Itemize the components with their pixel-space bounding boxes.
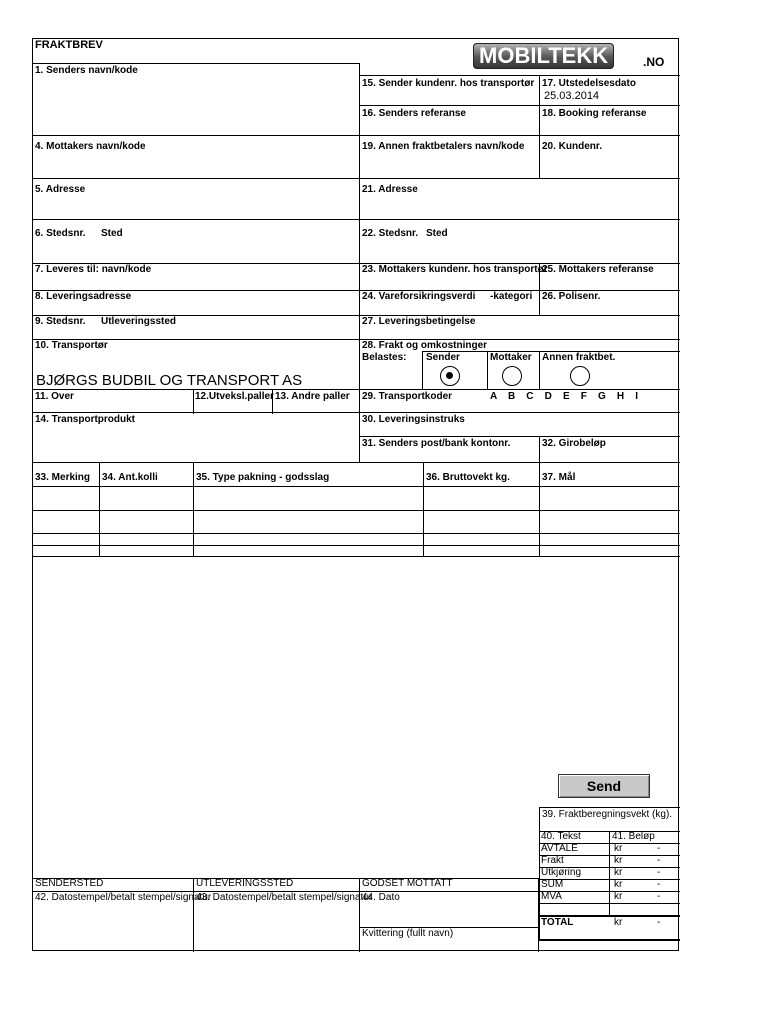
field-5-box[interactable] bbox=[33, 178, 360, 219]
goods-col-divider bbox=[194, 486, 424, 557]
total-label: TOTAL bbox=[541, 917, 574, 928]
mobiltekk-logo: MOBILTEKK bbox=[473, 43, 614, 69]
belop-header bbox=[610, 831, 680, 843]
calc-row-amount[interactable] bbox=[610, 867, 680, 879]
field-21-box[interactable] bbox=[360, 178, 680, 219]
field-27-label: 27. Leveringsbetingelse bbox=[362, 316, 476, 327]
godset-header bbox=[360, 878, 539, 891]
sendersted-header bbox=[33, 878, 194, 891]
field-15-box[interactable] bbox=[360, 75, 540, 105]
maal-label: 37. Mål bbox=[542, 472, 576, 483]
carrier-name-value: BJØRGS BUDBIL OG TRANSPORT AS bbox=[36, 372, 303, 389]
calc-row[interactable] bbox=[539, 879, 610, 891]
field-6-sted-label: Sted bbox=[101, 228, 123, 239]
tekst-header bbox=[539, 831, 610, 843]
utleveringssted-label: UTLEVERINGSSTED bbox=[196, 878, 294, 889]
field-13-box[interactable] bbox=[273, 389, 360, 414]
field-14-label: 14. Transportprodukt bbox=[35, 414, 136, 425]
field-19-box[interactable] bbox=[360, 135, 540, 178]
field-22-label: 22. Stedsnr. bbox=[362, 228, 419, 239]
merking-label: 33. Merking bbox=[35, 472, 91, 483]
field-22-sted-label: Sted bbox=[426, 228, 448, 239]
field-44-box[interactable] bbox=[360, 891, 539, 927]
calc-row-blank-amount[interactable] bbox=[610, 903, 680, 915]
field-16-label: 16. Senders referanse bbox=[362, 108, 466, 119]
field-9-utleveringssted-label: Utleveringssted bbox=[101, 316, 177, 327]
annen-radio[interactable] bbox=[570, 366, 590, 386]
belastes-label: Belastes: bbox=[362, 352, 407, 363]
field-26-box[interactable] bbox=[540, 290, 680, 315]
field-29-label: 29. Transportkoder bbox=[362, 391, 453, 402]
field-7-label: 7. Leveres til: navn/kode bbox=[35, 264, 152, 275]
field-21-label: 21. Adresse bbox=[362, 184, 418, 195]
field-24-box[interactable] bbox=[360, 290, 540, 315]
field-31-box[interactable] bbox=[360, 436, 540, 462]
transport-codes: A B C D E F G H I bbox=[490, 391, 638, 402]
calc-row-cur: kr bbox=[614, 891, 623, 902]
calc-row-cur: kr bbox=[614, 879, 623, 890]
fraktbrev-form bbox=[32, 38, 679, 951]
calc-row-value: - bbox=[657, 891, 661, 902]
goods-col-divider bbox=[424, 486, 540, 557]
field-6-label: 6. Stedsnr. bbox=[35, 228, 86, 239]
field-18-label: 18. Booking referanse bbox=[542, 108, 647, 119]
field-30-label: 30. Leveringsinstruks bbox=[362, 414, 465, 425]
utleveringssted-header bbox=[194, 878, 360, 891]
total-row[interactable] bbox=[539, 915, 680, 941]
field-1-box[interactable] bbox=[33, 63, 360, 137]
calc-row-value: - bbox=[657, 843, 661, 854]
field-11-box[interactable] bbox=[33, 389, 194, 414]
field-10-label: 10. Transportør bbox=[35, 340, 108, 351]
calc-row-text: AVTALE bbox=[541, 843, 578, 854]
pakning-header bbox=[194, 462, 424, 486]
calc-row[interactable] bbox=[539, 891, 610, 903]
field-24-kategori-label: -kategori bbox=[490, 291, 533, 302]
field-11-label: 11. Over bbox=[35, 391, 74, 402]
field-24-label: 24. Vareforsikringsverdi bbox=[362, 291, 476, 302]
field-8-label: 8. Leveringsadresse bbox=[35, 291, 132, 302]
field-5-label: 5. Adresse bbox=[35, 184, 86, 195]
pakning-label: 35. Type pakning - godsslag bbox=[196, 472, 330, 483]
bruttovekt-header bbox=[424, 462, 540, 486]
field-39-label: 39. Fraktberegningsvekt (kg). bbox=[542, 809, 673, 820]
field-23-label: 23. Mottakers kundenr. hos transportør bbox=[362, 264, 548, 275]
calc-row-text: MVA bbox=[541, 891, 562, 902]
sender-radio[interactable] bbox=[440, 366, 460, 386]
calc-row[interactable] bbox=[539, 855, 610, 867]
option-mottaker-box[interactable] bbox=[488, 351, 540, 390]
godset-label: GODSET MOTTATT bbox=[362, 878, 453, 889]
field-4-label: 4. Mottakers navn/kode bbox=[35, 141, 146, 152]
calc-row-amount[interactable] bbox=[610, 879, 680, 891]
field-32-label: 32. Girobeløp bbox=[542, 438, 606, 449]
field-40-label: 40. Tekst bbox=[541, 831, 581, 842]
field-30-box[interactable] bbox=[360, 412, 680, 436]
bruttovekt-label: 36. Bruttovekt kg. bbox=[426, 472, 510, 483]
field-25-box[interactable] bbox=[540, 263, 680, 290]
kvittering-box[interactable] bbox=[360, 927, 539, 952]
kvittering-label: Kvittering (fullt navn) bbox=[362, 928, 454, 939]
field-17-box[interactable] bbox=[540, 75, 680, 105]
field-12-box[interactable] bbox=[194, 389, 273, 414]
field-10-box[interactable] bbox=[33, 339, 360, 391]
calc-row-value: - bbox=[657, 879, 661, 890]
antkolli-label: 34. Ant.kolli bbox=[102, 472, 158, 483]
merking-header bbox=[33, 462, 100, 486]
calc-row-text: Frakt bbox=[541, 855, 564, 866]
field-32-box[interactable] bbox=[540, 436, 680, 462]
field-8-box[interactable] bbox=[33, 290, 360, 315]
option-mottaker-label: Mottaker bbox=[490, 352, 532, 363]
field-6-box[interactable] bbox=[33, 219, 360, 263]
field-25-label: 25. Mottakers referanse bbox=[542, 264, 654, 275]
field-7-box[interactable] bbox=[33, 263, 360, 290]
field-14-box[interactable] bbox=[33, 412, 360, 462]
field-9-box[interactable] bbox=[33, 315, 360, 339]
field-19-label: 19. Annen fraktbetalers navn/kode bbox=[362, 141, 525, 152]
field-15-label: 15. Sender kundenr. hos transportør bbox=[362, 78, 535, 89]
calc-row-amount[interactable] bbox=[610, 891, 680, 903]
field-41-label: 41. Beløp bbox=[612, 831, 655, 842]
field-42-label: 42. Datostempel/betalt stempel/signatur bbox=[35, 892, 212, 903]
field-31-label: 31. Senders post/bank kontonr. bbox=[362, 438, 511, 449]
calc-row-value: - bbox=[657, 867, 661, 878]
field-20-label: 20. Kundenr. bbox=[542, 141, 603, 152]
field-13-label: 13. Andre paller bbox=[275, 391, 350, 402]
field-23-box[interactable] bbox=[360, 263, 548, 290]
radio-selected-dot bbox=[446, 372, 453, 379]
goods-col-divider bbox=[33, 486, 100, 557]
send-button[interactable]: Send bbox=[558, 774, 650, 798]
issue-date-value: 25.03.2014 bbox=[544, 90, 600, 102]
field-28-box bbox=[360, 339, 680, 391]
field-43-box[interactable] bbox=[194, 891, 373, 952]
form-title: FRAKTBREV bbox=[35, 39, 103, 51]
field-22-box[interactable] bbox=[360, 219, 680, 263]
field-9-label: 9. Stedsnr. bbox=[35, 316, 86, 327]
field-29-box[interactable] bbox=[360, 389, 680, 414]
logo-suffix: .NO bbox=[643, 55, 665, 69]
calc-row-blank[interactable] bbox=[539, 903, 610, 915]
option-sender-box[interactable] bbox=[422, 351, 488, 390]
field-42-box[interactable] bbox=[33, 891, 212, 952]
field-20-box[interactable] bbox=[540, 135, 680, 178]
mottaker-radio[interactable] bbox=[502, 366, 522, 386]
option-annen-box[interactable] bbox=[540, 351, 680, 390]
field-1-label: 1. Senders navn/kode bbox=[35, 65, 138, 76]
calc-row-amount[interactable] bbox=[610, 855, 680, 867]
calc-row-cur: kr bbox=[614, 867, 623, 878]
calc-row-cur: kr bbox=[614, 855, 623, 866]
calc-row-cur: kr bbox=[614, 843, 623, 854]
goods-col-divider bbox=[100, 486, 194, 557]
total-cur: kr bbox=[614, 917, 623, 928]
field-16-box[interactable] bbox=[360, 105, 540, 135]
field-28-label: 28. Frakt og omkostninger bbox=[362, 340, 488, 351]
calc-row-value: - bbox=[657, 855, 661, 866]
field-27-box[interactable] bbox=[360, 315, 680, 339]
sendersted-label: SENDERSTED bbox=[35, 878, 104, 889]
field-44-label: 44. Dato bbox=[362, 892, 400, 903]
field-18-box[interactable] bbox=[540, 105, 680, 135]
calc-row-text: Utkjøring bbox=[541, 867, 582, 878]
calc-row[interactable] bbox=[539, 867, 610, 879]
maal-header bbox=[540, 462, 680, 486]
calc-row[interactable] bbox=[539, 843, 610, 855]
option-annen-label: Annen fraktbet. bbox=[542, 352, 616, 363]
antkolli-header bbox=[100, 462, 194, 486]
option-sender-label: Sender bbox=[426, 352, 460, 363]
calc-row-text: SUM bbox=[541, 879, 564, 890]
field-43-label: 43. Datostempel/betalt stempel/signatur bbox=[196, 892, 373, 903]
calc-row-amount[interactable] bbox=[610, 843, 680, 855]
field-26-label: 26. Polisenr. bbox=[542, 291, 601, 302]
field-17-label: 17. Utstedelsesdato bbox=[542, 78, 636, 89]
total-amount: - bbox=[657, 917, 661, 928]
field-4-box[interactable] bbox=[33, 135, 360, 178]
field-12-label: 12.Utveksl.paller bbox=[195, 391, 274, 402]
